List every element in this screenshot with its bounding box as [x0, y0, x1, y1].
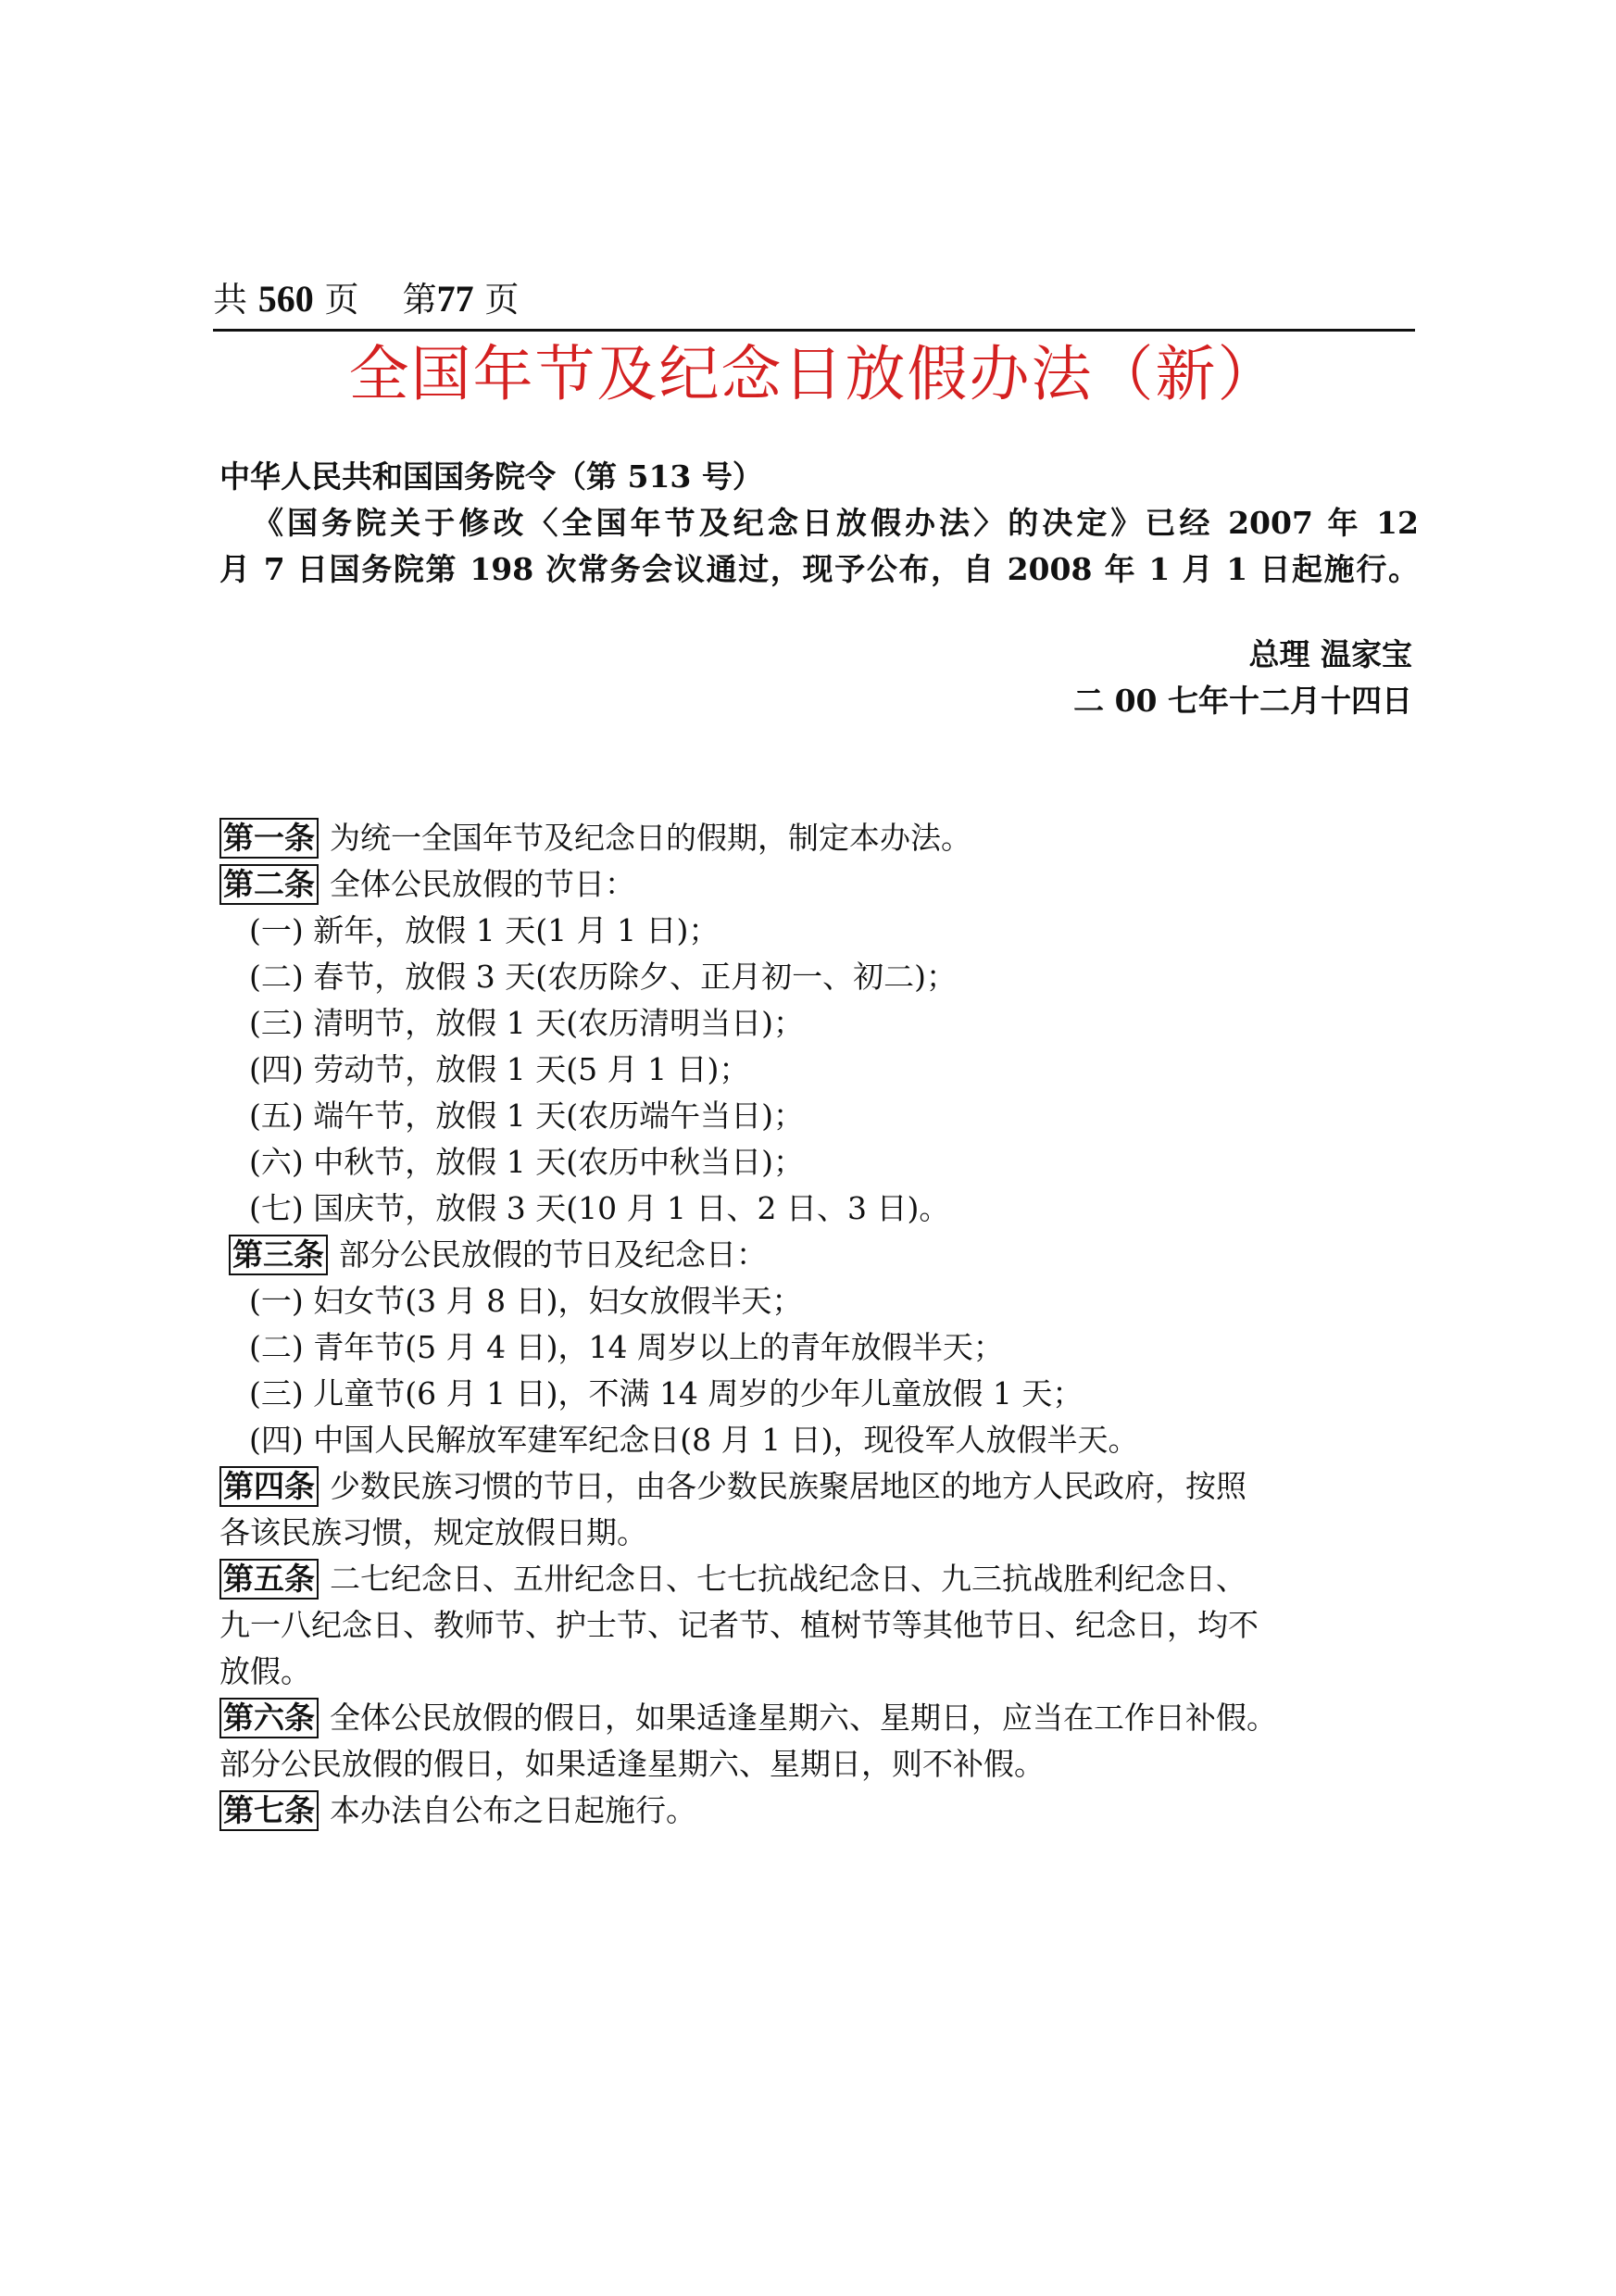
total-pages: 560	[257, 278, 314, 320]
article-label: 第三条	[229, 1235, 328, 1275]
list-item: (四) 劳动节，放假 1 天(5 月 1 日)；	[249, 1051, 750, 1087]
total-suffix: 页	[324, 280, 359, 320]
list-item: (一) 妇女节(3 月 8 日)，妇女放假半天；	[249, 1283, 803, 1319]
article-2	[219, 861, 1419, 908]
article-text: 全体公民放假的假日，如果适逢星期六、星期日，应当在工作日补假。	[330, 1700, 1277, 1736]
article-text: 为统一全国年节及纪念日的假期，制定本办法。	[330, 820, 971, 856]
current-page: 77	[436, 278, 474, 320]
signing-date: 二 00 七年十二月十四日	[1073, 683, 1412, 719]
decree-block	[219, 454, 1419, 593]
article-text: 部分公民放假的节日及纪念日：	[339, 1236, 767, 1273]
article-label: 第七条	[219, 1790, 319, 1831]
article-1	[219, 815, 1419, 861]
list-item: (二) 春节，放假 3 天(农历除夕、正月初一、初二)；	[249, 959, 957, 995]
article-text: 二七纪念日、五卅纪念日、七七抗战纪念日、九三抗战胜利纪念日、	[330, 1561, 1246, 1597]
decree-number: 中华人民共和国国务院令（第 513 号）	[219, 458, 763, 495]
header-divider	[213, 329, 1415, 332]
current-suffix: 页	[484, 280, 520, 320]
article-label: 第五条	[219, 1559, 319, 1600]
list-item: (二) 青年节(5 月 4 日)，14 周岁以上的青年放假半天；	[249, 1329, 1004, 1365]
list-item: (一) 新年，放假 1 天(1 月 1 日)；	[249, 912, 720, 948]
article-text-continued: 九一八纪念日、教师节、护士节、记者节、植树节等其他节日、纪念日，均不	[219, 1607, 1259, 1643]
article-label: 第六条	[219, 1698, 319, 1738]
list-item: (四) 中国人民解放军建军纪念日(8 月 1 日)，现役军人放假半天。	[249, 1422, 1139, 1458]
current-prefix: 第	[402, 280, 437, 320]
decree-text-line: 月 7 日国务院第 198 次常务会议通过，现予公布，自 2008 年 1 月 1 日起施行。	[219, 551, 1419, 587]
list-item: (三) 清明节，放假 1 天(农历清明当日)；	[249, 1005, 804, 1041]
article-7	[219, 1788, 1419, 1834]
list-item: (七) 国庆节，放假 3 天(10 月 1 日、2 日、3 日)。	[249, 1190, 950, 1226]
signature-block	[1073, 632, 1412, 724]
article-4	[219, 1463, 1419, 1510]
article-text: 全体公民放假的节日：	[330, 866, 635, 902]
document-title: 全国年节及纪念日放假办法（新）	[348, 340, 1280, 409]
article-label: 第四条	[219, 1466, 319, 1507]
article-3	[219, 1232, 1419, 1278]
article-6	[219, 1695, 1419, 1741]
article-text-continued: 放假。	[219, 1653, 311, 1689]
article-text: 少数民族习惯的节日，由各少数民族聚居地区的地方人民政府，按照	[330, 1468, 1246, 1504]
list-item: (六) 中秋节，放假 1 天(农历中秋当日)；	[249, 1144, 804, 1180]
articles-body	[219, 815, 1419, 1834]
article-label: 第一条	[219, 818, 319, 859]
article-5	[219, 1556, 1419, 1602]
page-counter	[213, 278, 1417, 321]
article-label: 第二条	[219, 864, 319, 905]
article-text-continued: 各该民族习惯，规定放假日期。	[219, 1514, 647, 1550]
total-prefix: 共	[213, 280, 247, 320]
decree-text-line: 《国务院关于修改〈全国年节及纪念日放假办法〉的决定》已经 2007 年 12	[253, 505, 1419, 541]
article-text-continued: 部分公民放假的假日，如果适逢星期六、星期日，则不补假。	[219, 1746, 1045, 1782]
list-item: (三) 儿童节(6 月 1 日)，不满 14 周岁的少年儿童放假 1 天；	[249, 1375, 1084, 1411]
signer-name: 总理 温家宝	[1248, 636, 1412, 672]
list-item: (五) 端午节，放假 1 天(农历端午当日)；	[249, 1098, 804, 1134]
article-text: 本办法自公布之日起施行。	[330, 1792, 696, 1828]
